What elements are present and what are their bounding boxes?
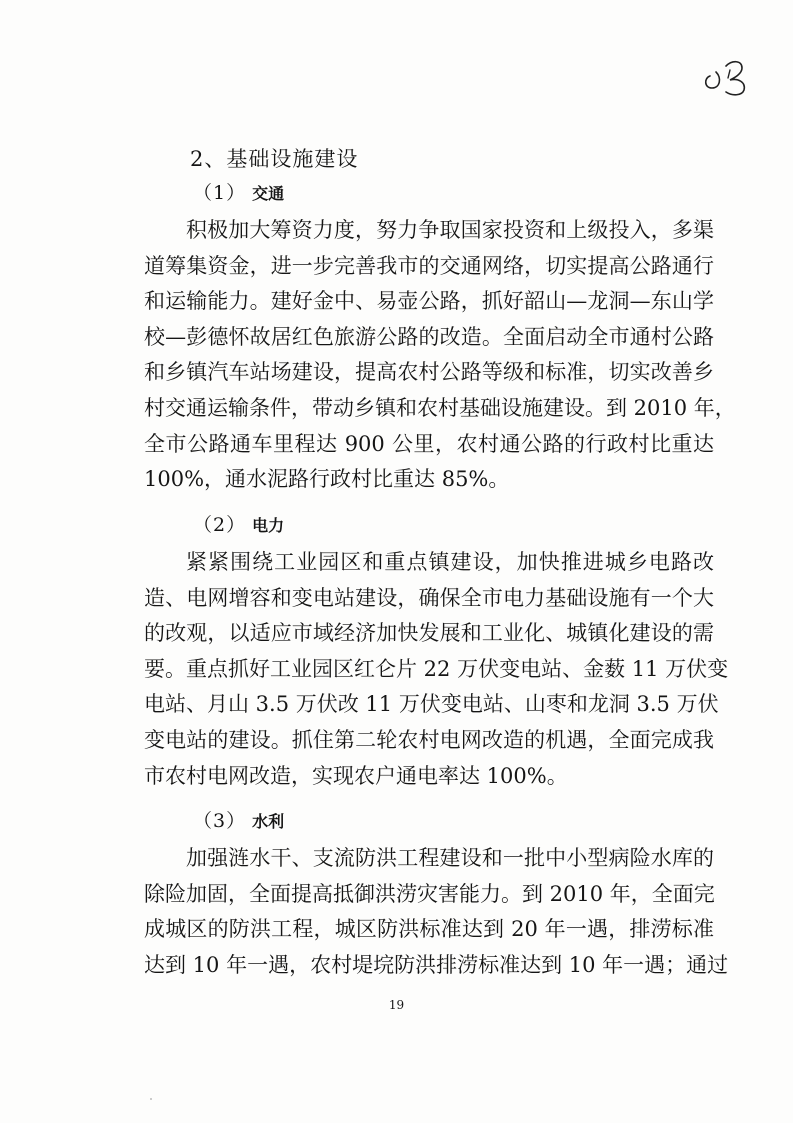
text-line: 市农村电网改造，实现农户通电率达 100%。 [144, 763, 568, 788]
text-line: 道筹集资金，进一步完善我市的交通网络，切实提高公路通行 [144, 253, 714, 278]
subsection-label: 水利 [252, 812, 285, 831]
subsection-label: 电力 [252, 516, 285, 535]
text-line: 和运输能力。建好金中、易壶公路，抓好韶山—龙洞—东山学 [144, 289, 714, 314]
text-line: 紧紧围绕工业园区和重点镇建设，加快推进城乡电路改 [186, 550, 714, 574]
text-line: 成城区的防洪工程，城区防洪标准达到 20 年一遇，排涝标准 [144, 917, 714, 942]
subsection-heading-power [193, 510, 284, 541]
text-line: 100%，通水泥路行政村比重达 85%。 [144, 467, 510, 492]
subsection-number: （2） [193, 514, 247, 536]
text-line: 变电站的建设。抓住第二轮农村电网改造的机遇，全面完成我 [144, 727, 714, 752]
paragraph-power [144, 545, 729, 794]
text-line: 达到 10 年一遇，农村堤垸防洪排涝标准达到 10 年一遇；通过 [144, 952, 729, 977]
subsection-number: （3） [193, 810, 247, 832]
text-line: 积极加大筹资力度，努力争取国家投资和上级投入，多渠 [186, 218, 714, 242]
section-heading: 2、基础设施建设 [190, 147, 359, 171]
paragraph-water [144, 841, 729, 983]
subsection-heading-transport [193, 178, 284, 209]
subsection-heading-water [193, 806, 284, 837]
scan-speck [150, 1098, 152, 1100]
subsection-label: 交通 [252, 184, 285, 203]
text-line: 全市公路通车里程达 900 公里，农村通公路的行政村比重达 [144, 431, 714, 456]
text-line: 和乡镇汽车站场建设，提高农村公路等级和标准，切实改善乡 [144, 360, 714, 385]
text-line: 加强涟水干、支流防洪工程建设和一批中小型病险水库的 [186, 846, 714, 870]
handwritten-page-mark [700, 48, 770, 98]
text-line: 校—彭德怀故居红色旅游公路的改造。全面启动全市通村公路 [144, 324, 714, 349]
text-line: 造、电网增容和变电站建设，确保全市电力基础设施有一个大 [144, 585, 714, 610]
paragraph-transport [144, 213, 736, 498]
text-line: 的改观，以适应市域经济加快发展和工业化、城镇化建设的需 [144, 621, 714, 646]
text-line: 要。重点抓好工业园区红仑片 22 万伏变电站、金薮 11 万伏变 [144, 656, 729, 681]
text-line: 电站、月山 3.5 万伏改 11 万伏变电站、山枣和龙洞 3.5 万伏 [144, 692, 719, 717]
text-line: 村交通运输条件，带动乡镇和农村基础设施建设。到 2010 年， [144, 395, 736, 420]
page-number: 19 [388, 998, 405, 1012]
text-line: 除险加固，全面提高抵御洪涝灾害能力。到 2010 年，全面完 [144, 881, 715, 906]
subsection-number: （1） [193, 182, 247, 204]
